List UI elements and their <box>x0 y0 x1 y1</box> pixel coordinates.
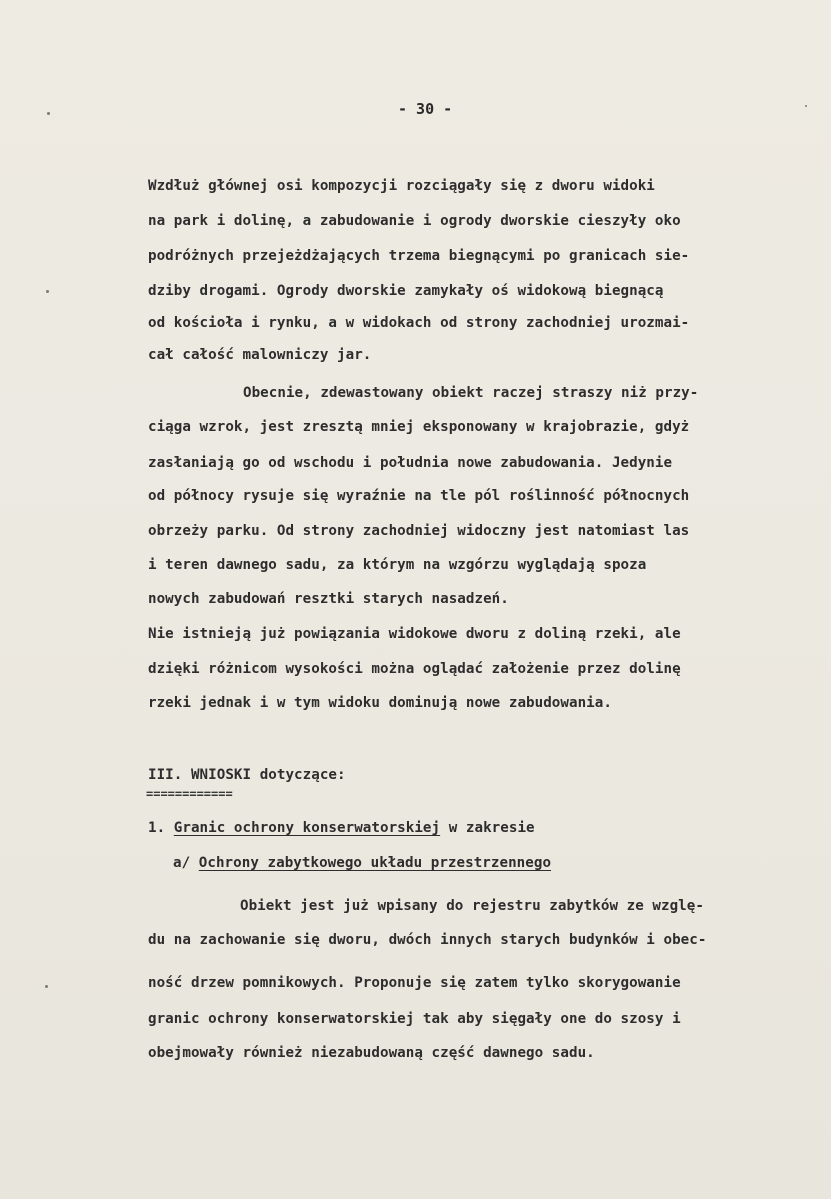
text-line: obejmowały również niezabudowaną część dawnego sadu. <box>148 1045 595 1061</box>
section-heading: III. WNIOSKI dotyczące: <box>148 767 346 783</box>
text-line: od północy rysuje się wyraźnie na tle pól roślinność północnych <box>148 488 690 504</box>
text-line: Wzdłuż głównej osi kompozycji rozciągały się z dworu widoki <box>148 178 655 194</box>
subheading-prefix: a/ <box>173 855 199 871</box>
heading-double-rule: ============ <box>146 790 233 798</box>
text-line: du na zachowanie się dworu, dwóch innych starych budynków i obec- <box>148 932 707 948</box>
text-line: dzięki różnicom wysokości można oglądać założenie przez dolinę <box>148 661 681 677</box>
text-line: Obecnie, zdewastowany obiekt raczej straszy niż przy- <box>243 385 699 401</box>
text-line: i teren dawnego sadu, za którym na wzgórzu wyglądają spoza <box>148 557 647 573</box>
text-line: obrzeży parku. Od strony zachodniej widoczny jest natomiast las <box>148 523 690 539</box>
paper-speck <box>45 985 48 988</box>
subheading-underlined-text: Ochrony zabytkowego układu przestrzennego <box>198 855 552 871</box>
text-line: na park i dolinę, a zabudowanie i ogrody dworskie cieszyły oko <box>148 213 681 229</box>
paper-speck <box>46 290 49 293</box>
subheading-underlined-text: Granic ochrony konserwatorskiej <box>173 820 441 836</box>
subheading-ochrona <box>173 855 551 871</box>
text-line: cał całość malowniczy jar. <box>148 347 372 363</box>
text-line: granic ochrony konserwatorskiej tak aby sięgały one do szosy i <box>148 1011 681 1027</box>
text-line: Obiekt jest już wpisany do rejestru zabytków ze wzglę- <box>240 898 704 914</box>
page-number: - 30 - <box>398 100 453 118</box>
text-line: rzeki jednak i w tym widoku dominują nowe zabudowania. <box>148 695 612 711</box>
subheading-rest-text: w zakresie <box>440 820 535 836</box>
subheading-number: 1. <box>148 820 166 836</box>
text-line: podróżnych przejeżdżających trzema biegnącymi po granicach sie- <box>148 248 690 264</box>
text-line: od kościoła i rynku, a w widokach od strony zachodniej urozmai- <box>148 315 690 331</box>
text-line: ciąga wzrok, jest zresztą mniej eksponowany w krajobrazie, gdyż <box>148 419 690 435</box>
text-line: zasłaniają go od wschodu i południa nowe zabudowania. Jedynie <box>148 455 673 471</box>
paper-speck <box>47 112 50 115</box>
text-line: Nie istnieją już powiązania widokowe dworu z doliną rzeki, ale <box>148 626 681 642</box>
text-line: dziby drogami. Ogrody dworskie zamykały oś widokową biegnącą <box>148 283 664 299</box>
text-line: ność drzew pomnikowych. Proponuje się zatem tylko skorygowanie <box>148 975 681 991</box>
subheading-granice <box>148 820 535 836</box>
text-line: nowych zabudowań resztki starych nasadzeń. <box>148 591 509 607</box>
paper-speck <box>805 105 807 107</box>
